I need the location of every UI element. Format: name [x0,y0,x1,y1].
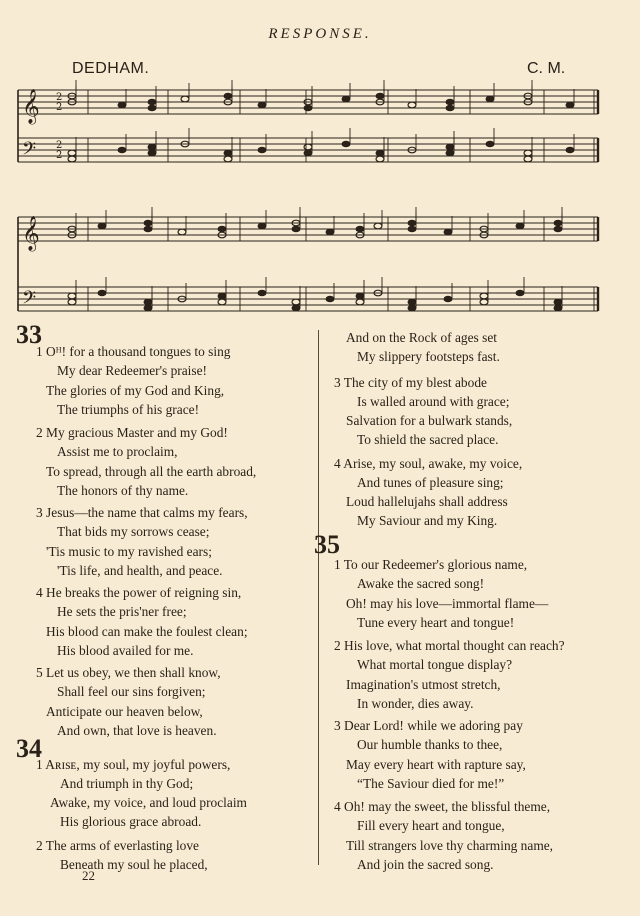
verse-line: In wonder, dies away. [357,695,474,711]
verse-line: Is walled around with grace; [357,394,510,409]
verse-line: Till strangers love thy charming name, [346,837,554,853]
verse-line: 1 To our Redeemer's glorious name, [334,557,528,572]
verse-line: Our humble thanks to thee, [357,737,503,753]
verse-line: Awake, my voice, and loud proclaim [50,795,247,810]
verse-line: 2 My gracious Master and my God! [36,425,228,440]
verse-line: 1 Oᴴ! for a thousand tongues to sing [36,344,231,359]
verse-line: His blood availed for me. [57,642,194,658]
meter-label: C. M. [527,60,566,77]
verse-line: 1 Aʀɪѕᴇ, my soul, my joyful powers, [36,757,231,772]
verse-line: The honors of thy name. [57,482,189,498]
verse-line: 5 Let us obey, we then shall know, [36,665,221,680]
svg-text:𝄢: 𝄢 [22,139,37,164]
music-score [0,80,640,320]
verse-line: Awake the sacred song! [357,576,485,592]
verse-line: The triumphs of his grace! [57,401,200,417]
verse-line: To spread, through all the earth abroad, [46,463,257,479]
verse-line: Tune every heart and tongue! [357,614,515,630]
verse-line: Oh! may his love—immortal flame— [346,595,549,611]
verse-line: Loud hallelujahs shall address [346,494,508,509]
verse-line: And on the Rock of ages set [346,330,497,345]
verse-line: Imagination's utmost stretch, [346,676,501,692]
verse-line: Fill every heart and tongue, [357,818,505,834]
verse-line: Assist me to proclaim, [57,444,178,460]
svg-text:2: 2 [56,140,63,151]
verse-line: 3 Dear Lord! while we adoring pay [334,718,523,733]
verse-line: His glorious grace abroad. [60,814,202,829]
verse-line: The glories of my God and King, [46,382,225,398]
page-number: 22 [82,868,95,883]
verse-line: My slippery footsteps fast. [357,349,500,364]
verse-line: My dear Redeemer's praise! [57,363,208,379]
verse-line: 4 Oh! may the sweet, the blissful theme, [334,799,551,814]
verse-line: 2 The arms of everlasting love [36,838,199,853]
hymn-number-33: 33 [16,320,42,349]
verse-line: And triumph in thy God; [60,776,194,791]
verse-line: And tunes of pleasure sing; [357,475,504,490]
verse-line: His blood can make the foulest clean; [46,623,248,639]
svg-text:2: 2 [56,92,63,103]
verse-line: Shall feel our sins forgiven; [57,684,206,700]
hymn-number-34: 34 [16,734,42,763]
verse-line: 3 The city of my blest abode [334,375,487,390]
verse-line: Salvation for a bulwark stands, [346,413,513,428]
section-title: RESPONSE. [268,26,372,42]
tune-name: DEDHAM. [72,60,150,77]
verse-line: 3 Jesus—the name that calms my fears, [36,505,248,520]
verse-line: Beneath my soul he placed, [60,857,208,872]
column-divider [318,330,319,865]
svg-text:𝄞: 𝄞 [22,216,40,251]
svg-text:2: 2 [56,102,63,113]
verse-line: To shield the sacred place. [357,432,499,447]
verse-line: And join the sacred song. [357,856,494,872]
verse-line: “The Saviour died for me!” [357,775,505,791]
svg-text:𝄞: 𝄞 [22,89,40,124]
verse-line: 4 Arise, my soul, awake, my voice, [334,456,523,471]
verse-line: 2 His love, what mortal thought can reach? [334,638,565,653]
hymn-number-35: 35 [314,530,340,559]
svg-text:𝄢: 𝄢 [22,288,37,313]
verse-line: My Saviour and my King. [357,513,498,528]
verse-line: Anticipate our heaven below, [46,703,203,719]
verse-line: 'Tis life, and health, and peace. [57,562,223,578]
verse-line: 'Tis music to my ravished ears; [46,543,212,559]
verse-line: He sets the pris'ner free; [57,604,187,620]
verse-line: What mortal tongue display? [357,657,513,673]
verse-line: May every heart with rapture say, [346,756,526,772]
verse-line: And own, that love is heaven. [57,722,217,738]
verse-line: That bids my sorrows cease; [57,524,210,540]
svg-text:2: 2 [56,150,63,161]
verse-line: 4 He breaks the power of reigning sin, [36,585,242,600]
